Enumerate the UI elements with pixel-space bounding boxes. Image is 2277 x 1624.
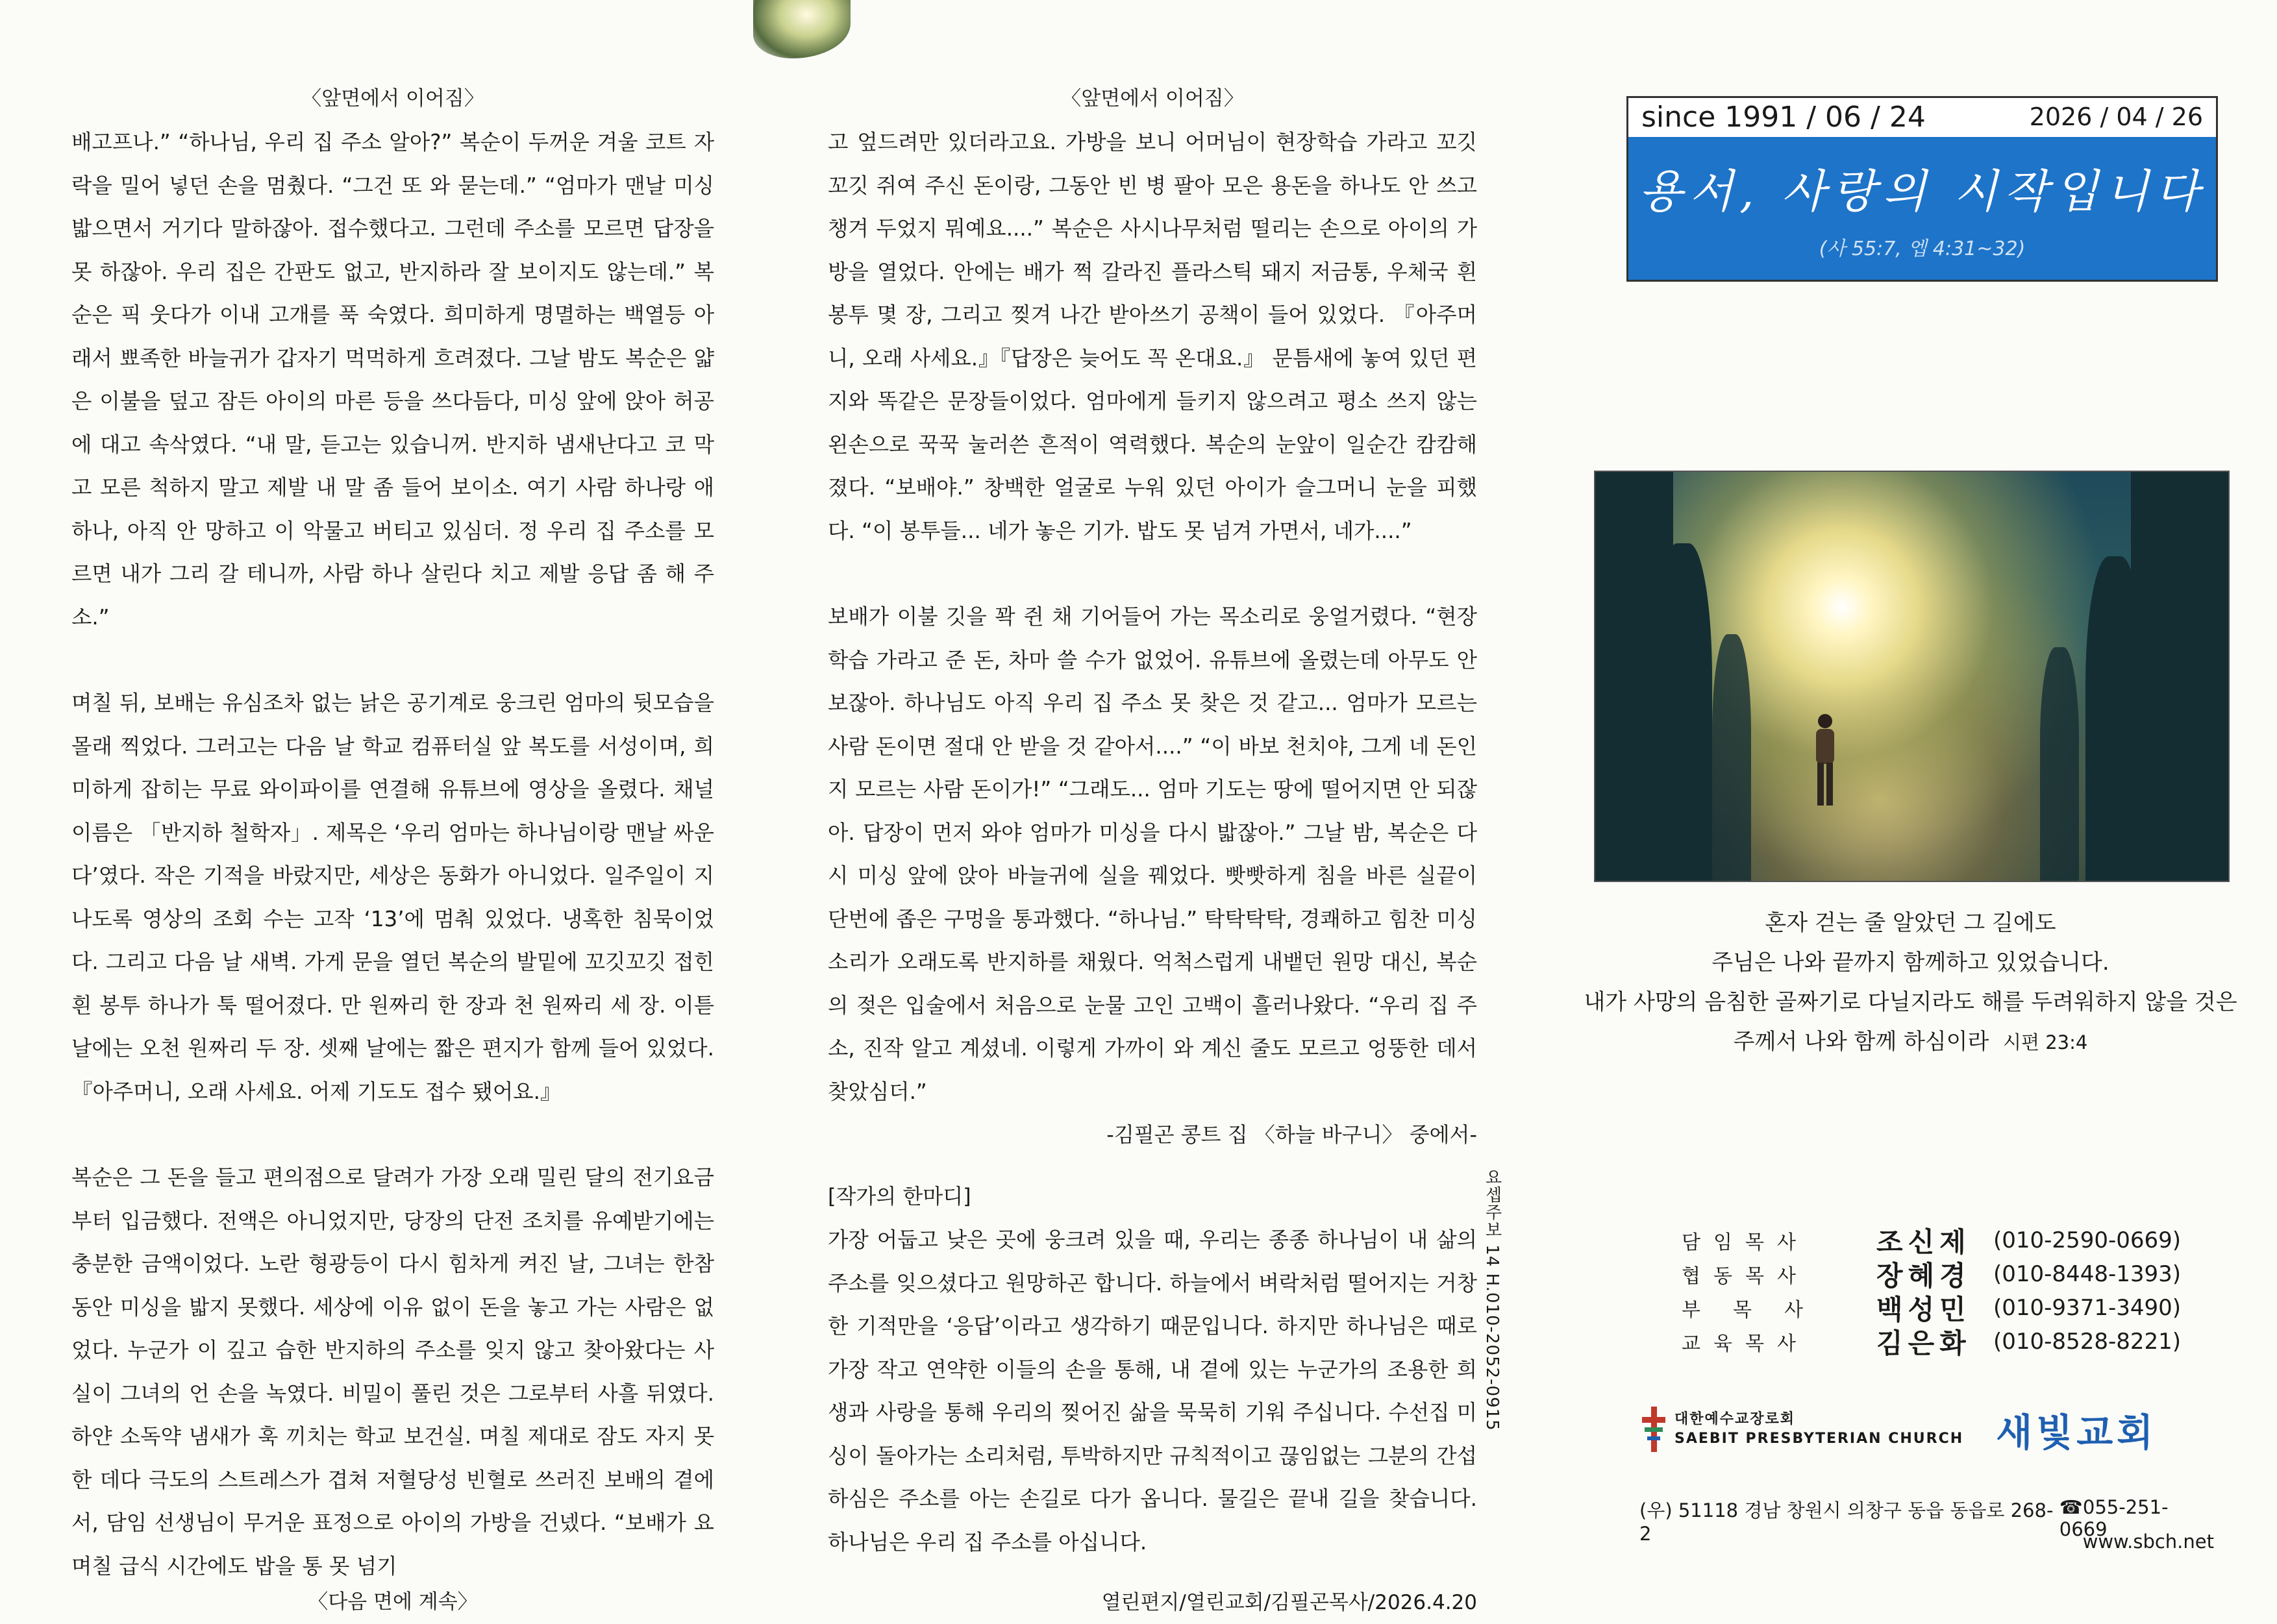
- story-signature: -김필곤 콩트 집 〈하늘 바구니〉 중에서-: [1106, 1122, 1477, 1147]
- church-name: 새빛교회: [1996, 1410, 2158, 1455]
- story-paragraph-4: 고 엎드려만 있더라고요. 가방을 보니 어머님이 현장학습 가라고 꼬깃꼬깃 쥐여 주신 돈이랑, 그동안 빈 병 팔아 모은 용돈을 하나도 안 쓰고 챙겨 두었지 뭐예요....” 복순은 사시나무처럼 떨리는 손으로 아이의 가방을 열었다. 안에는 배가 쩍 갈라진 플라스틱 돼지 저금통, 우체국 흰 봉투 몇 장, 그리고 찢겨 나간 받아쓰기 공책이 들어 있었다. 『아주머니, 오래 사세요.』『답장은 늦어도 꼭 온대요.』 문틈새에 놓여 있던 편지와 똑같은 문장들이었다. 엄마에게 들키지 않으려고 평소 쓰지 않는 왼손으로 꾹꾹 눌러쓴 흔적이 역력했다. 복순의 눈앞이 일순간 캄캄해졌다. “보배야.” 창백한 얼굴로 누워 있던 아이가 슬그머니 눈을 피했다. “이 봉투들... 네가 놓은 기가. 밥도 못 넘겨 가면서, 네가....”: [828, 130, 1477, 543]
- staff-row: [1682, 1291, 2214, 1325]
- continued-from-front: 〈앞면에서 이어짐〉: [301, 87, 484, 110]
- issue-date: 2026 / 04 / 26: [2029, 103, 2203, 131]
- staff-role: 담임목사: [1682, 1231, 1809, 1254]
- source-credit: 열린편지/열린교회/김필곤목사/2026.4.20: [1101, 1591, 1477, 1614]
- staff-name: 조신제: [1876, 1226, 1971, 1258]
- staff-role: 교육목사: [1682, 1333, 1809, 1355]
- walking-man-figure: [1810, 712, 1839, 809]
- author-note-heading: [작가의 한마디]: [828, 1184, 971, 1209]
- church-phone: ☎055-251-0669: [2059, 1496, 2169, 1540]
- church-address: (우) 51118 경남 창원시 의창구 동읍 동읍로 268-2: [1639, 1499, 2054, 1545]
- story-paragraph-3: 복순은 그 돈을 들고 편의점으로 달려가 가장 오래 밀린 달의 전기요금부터 입금했다. 전액은 아니었지만, 당장의 단전 조치를 유예받기에는 충분한 금액이었다. 노란 형광등이 다시 힘차게 켜진 날, 그녀는 한참 동안 미싱을 밟지 못했다. 세상에 이유 없이 돈을 놓고 가는 사람은 없었다. 누군가 이 깊고 습한 반지하의 주소를 잊지 않고 찾아왔다는 사실이 그녀의 언 손을 녹였다. 비밀이 풀린 것은 그로부터 사흘 뒤였다. 하얀 소독약 냄새가 훅 끼치는 학교 보건실. 며칠 제대로 잠도 자지 못한 데다 극도의 스트레스가 겹쳐 저혈당성 빈혈로 쓰러진 보배의 곁에서, 담임 선생님이 무거운 표정으로 아이의 가방을 건넸다. “보배가 요 며칠 급식 시간에도 밥을 통 못 넘기: [71, 1165, 714, 1579]
- staff-phone: (010-9371-3490): [1993, 1295, 2182, 1321]
- staff-row: [1682, 1257, 2214, 1291]
- denomination-name: 대한예수교장로회: [1674, 1411, 1796, 1427]
- church-cross-logo-icon: [1639, 1405, 1668, 1453]
- author-note-text: 가장 어둡고 낮은 곳에 웅크려 있을 때, 우리는 종종 하나님이 내 삶의 주소를 잊으셨다고 원망하곤 합니다. 하늘에서 벼락처럼 떨어지는 거창한 기적만을 ‘응답’이라고 생각하기 때문입니다. 하지만 하나님은 때로 가장 작고 연약한 이들의 손을 통해, 내 곁에 있는 누군가의 조용한 희생과 사랑을 통해 우리의 찢어진 삶을 묵묵히 기워 주십니다. 수선집 미싱이 돌아가는 소리처럼, 투박하지만 규칙적이고 끊임없는 그분의 간섭하심은 주소를 아는 손길로 다가 옵니다. 물길은 끝내 길을 찾습니다. 하나님은 우리 집 주소를 아십니다.: [828, 1227, 1477, 1555]
- continued-from-front-2: 〈앞면에서 이어짐〉: [1061, 87, 1244, 110]
- vertical-side-note: 요셉주보 14 H.010-2052-0915: [1482, 1168, 1502, 1431]
- staff-row: [1682, 1224, 2214, 1257]
- left-column: [71, 84, 714, 1624]
- staff-phone: (010-8528-8221): [1993, 1329, 2182, 1355]
- masthead: [1626, 96, 2218, 282]
- church-website[interactable]: www.sbch.net: [2082, 1531, 2214, 1553]
- staff-name: 백성민: [1876, 1294, 1971, 1325]
- since-date: since 1991 / 06 / 24: [1641, 100, 1926, 134]
- staff-name: 장혜경: [1876, 1260, 1971, 1292]
- title-band: [1628, 137, 2216, 280]
- staff-role: 협동목사: [1682, 1265, 1809, 1288]
- photo-caption: [1571, 904, 2250, 1063]
- caption-line-1: 혼자 걷는 줄 알았던 그 길에도: [1765, 910, 2056, 936]
- story-paragraph-5: 보배가 이불 깃을 꽉 쥔 채 기어들어 가는 목소리로 웅얼거렸다. “현장학습 가라고 준 돈, 차마 쓸 수가 없었어. 유튜브에 올렸는데 아무도 안 보잖아. 하나님도 아직 우리 집 주소 못 찾은 것 같고... 엄마가 모르는 사람 돈이면 절대 안 받을 것 같아서....” “이 바보 천치야, 그게 네 돈인지 모르는 사람 돈이가!” “그래도... 엄마 기도는 땅에 떨어지면 안 되잖아. 답장이 먼저 와야 엄마가 미싱을 다시 밟잖아.” 그날 밤, 복순은 다시 미싱 앞에 앉아 바늘귀에 실을 꿰었다. 빳빳하게 침을 바른 실끝이 단번에 좁은 구멍을 통과했다. “하나님.” 탁탁탁탁, 경쾌하고 힘찬 미싱 소리가 오래도록 반지하를 채웠다. 억척스럽게 내뱉던 원망 대신, 복순의 젖은 입술에서 처음으로 눈물 고인 고백이 흘러나왔다. “우리 집 주소, 진작 알고 계셨네. 이렇게 가까이 와 계신 줄도 모르고 엉뚱한 데서 찾았심더.”: [828, 604, 1477, 1104]
- title-scripture-ref: (사 55:7, 엡 4:31~32): [1819, 238, 2026, 260]
- caption-line-4: 주께서 나와 함께 하심이라: [1733, 1029, 1989, 1055]
- story-paragraph-2: 며칠 뒤, 보배는 유심조차 없는 낡은 공기계로 웅크린 엄마의 뒷모습을 몰래 찍었다. 그러고는 다음 날 학교 컴퓨터실 앞 복도를 서성이며, 희미하게 잡히는 무료 와이파이를 연결해 유튜브에 영상을 올렸다. 채널 이름은 「반지하 철학자」. 제목은 ‘우리 엄마는 하나님이랑 맨날 싸운다’였다. 작은 기적을 바랐지만, 세상은 동화가 아니었다. 일주일이 지나도록 영상의 조회 수는 고작 ‘13’에 멈춰 있었다. 냉혹한 침묵이었다. 그리고 다음 날 새벽. 가게 문을 열던 복순의 발밑에 꼬깃꼬깃 접힌 흰 봉투 하나가 툭 떨어졌다. 만 원짜리 한 장과 천 원짜리 세 장. 이튿날에는 오천 원짜리 두 장. 셋째 날에는 짧은 편지가 함께 들어 있었다. 『아주머니, 오래 사세요. 어제 기도도 접수 됐어요.』: [71, 691, 714, 1104]
- church-english-name: SAEBIT PRESBYTERIAN CHURCH: [1674, 1431, 1964, 1447]
- staff-role: 부목사: [1682, 1299, 1835, 1322]
- middle-column: [828, 84, 1477, 1615]
- caption-scripture-ref: 시편 23:4: [2002, 1031, 2088, 1053]
- staff-row: [1682, 1325, 2214, 1359]
- church-logo-block: [1639, 1403, 2191, 1455]
- staff-phone: (010-2590-0669): [1993, 1227, 2182, 1253]
- story-paragraph-1: 배고프나.” “하나님, 우리 집 주소 알아?” 복순이 두꺼운 겨울 코트 자락을 밀어 넣던 손을 멈췄다. “그건 또 와 묻는데.” “엄마가 맨날 미싱 밟으면서 거기다 말하잖아. 접수했다고. 그런데 주소를 모르면 답장을 못 하잖아. 우리 집은 간판도 없고, 반지하라 잘 보이지도 않는데.” 복순은 픽 웃다가 이내 고개를 푹 숙였다. 희미하게 명멸하는 백열등 아래서 뾰족한 바늘귀가 갑자기 먹먹하게 흐려졌다. 그날 밤도 복순은 얇은 이불을 덮고 잠든 아이의 마른 등을 쓰다듬다, 미싱 앞에 앉아 허공에 대고 속삭였다. “내 말, 듣고는 있습니꺼. 반지하 냄새난다고 코 막고 모른 척하지 말고 제발 내 말 좀 들어 보이소. 여기 사람 하나랑 애 하나, 아직 안 망하고 이 악물고 버티고 있심더. 정 우리 집 주소를 모르면 내가 그리 갈 테니까, 사람 하나 살린다 치고 제발 응답 좀 해 주소.”: [71, 130, 714, 630]
- decorative-light-corner: [753, 0, 851, 58]
- staff-phone: (010-8448-1393): [1993, 1261, 2182, 1287]
- continued-next-page: 〈다음 면에 계속〉: [308, 1590, 478, 1614]
- cover-illustration: [1594, 471, 2230, 882]
- caption-line-3: 내가 사망의 음침한 골짜기로 다닐지라도 해를 두려워하지 않을 것은: [1584, 989, 2237, 1015]
- caption-line-2: 주님은 나와 끝까지 함께하고 있었습니다.: [1711, 950, 2109, 976]
- staff-list: [1682, 1224, 2214, 1359]
- staff-name: 김은화: [1876, 1327, 1971, 1359]
- bulletin-title: 용서, 사랑의 시작입니다: [1639, 165, 2206, 218]
